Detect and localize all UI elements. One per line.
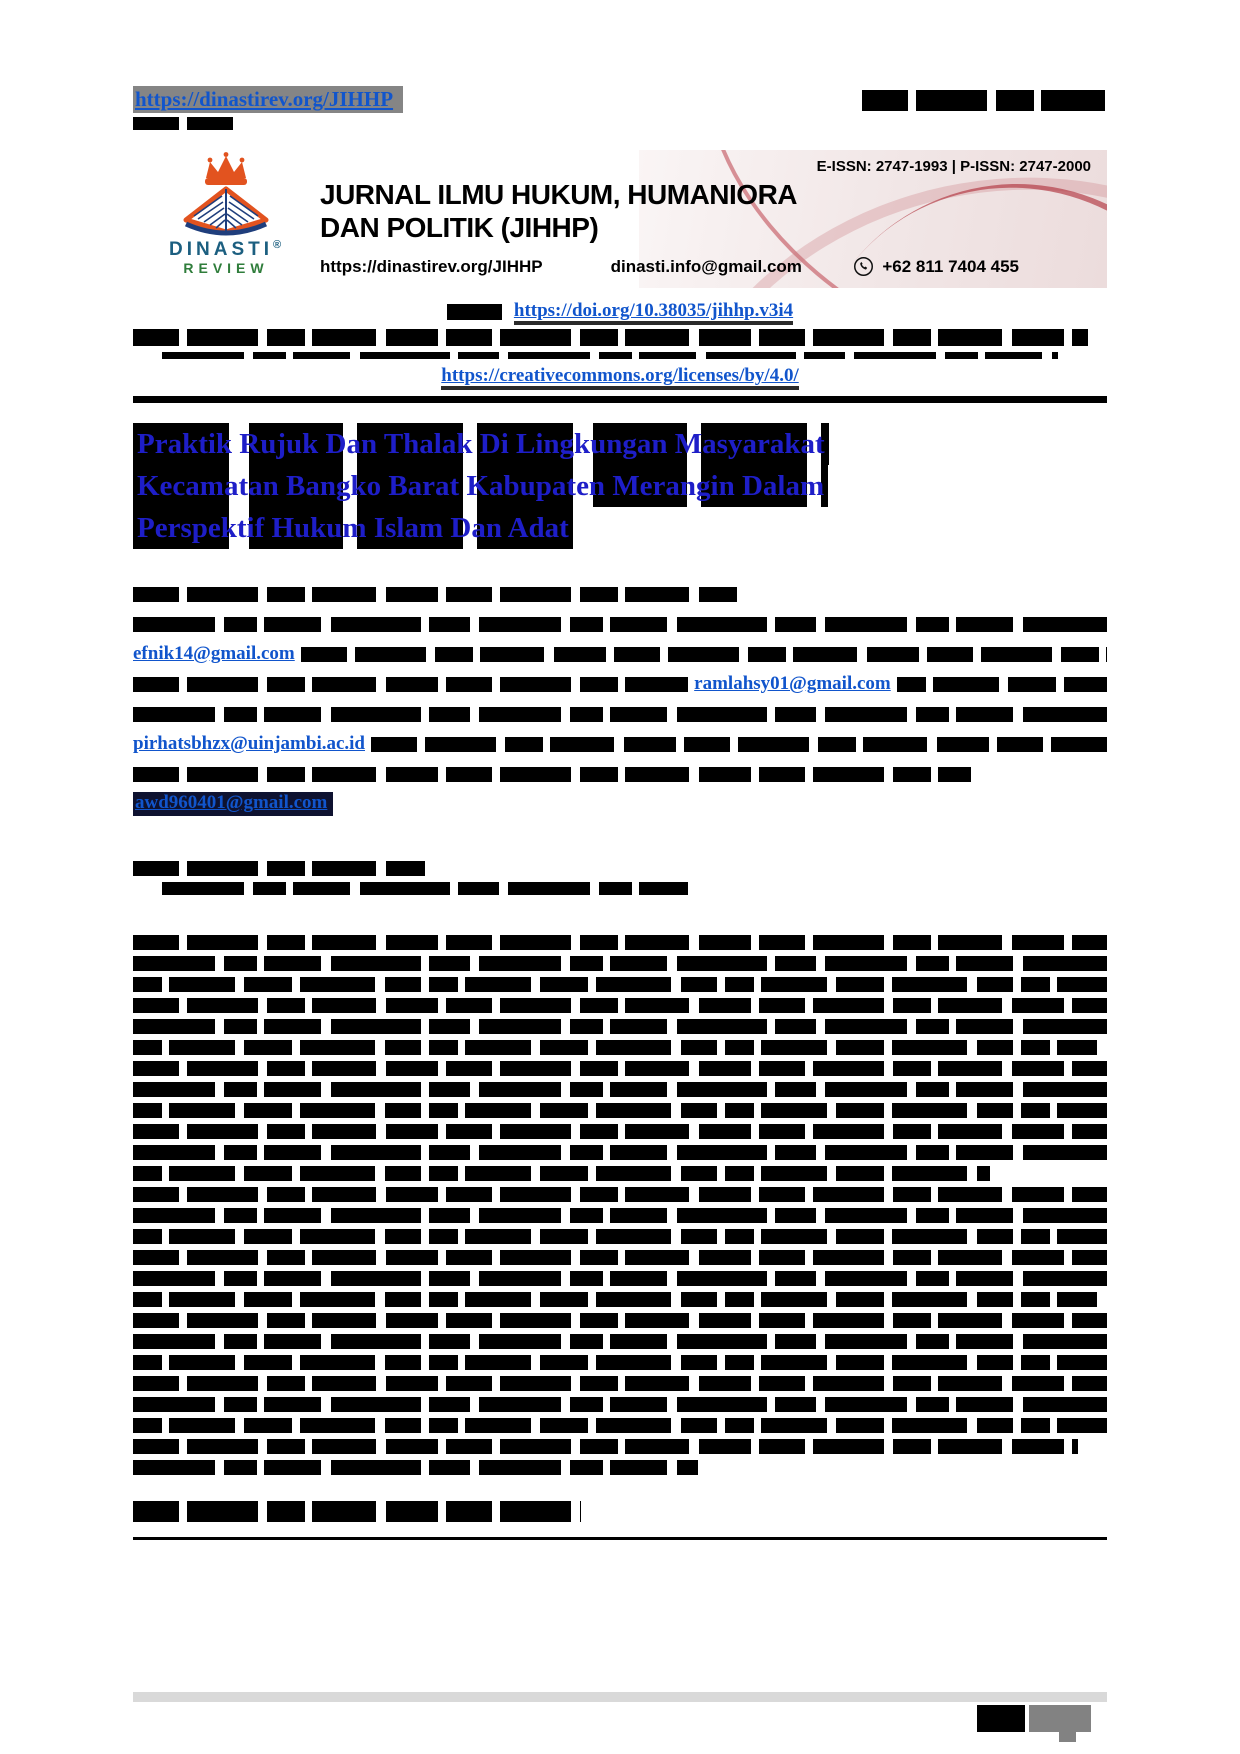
page-label-redacted (1029, 1705, 1091, 1732)
redacted-text-line (133, 861, 425, 876)
journal-masthead (133, 150, 1107, 290)
redacted-text-line (133, 1061, 1107, 1076)
redacted-text-line (133, 1334, 1107, 1349)
abstract-body-redacted (133, 935, 1107, 1475)
redacted-text-line (371, 737, 1107, 752)
logo-wordmark-dinasti: DINASTI® (169, 239, 286, 260)
redacted-text-line (133, 956, 1107, 971)
redacted-text-line (133, 1355, 1107, 1370)
redacted-text-line (133, 1460, 698, 1475)
masthead-phone (853, 256, 1019, 277)
journal-title (320, 178, 797, 244)
masthead-website: https://dinastirev.org/JIHHP (320, 256, 543, 276)
author-line (133, 729, 1107, 759)
dinasti-review-logo (169, 152, 286, 276)
author-line (133, 759, 1107, 789)
redacted-text-line (133, 117, 233, 130)
redacted-text-line (133, 1418, 1107, 1433)
author-line (133, 669, 1107, 699)
redacted-text-line (133, 935, 1107, 950)
received-revised-publish-redacted (133, 329, 1107, 359)
masthead-contact-row (320, 256, 1107, 277)
redacted-text-line (133, 977, 1107, 992)
redacted-text-line (133, 1019, 1107, 1034)
journal-title-line2: DAN POLITIK (JIHHP) (320, 212, 599, 243)
footer-rule (133, 1692, 1107, 1702)
redacted-text-line (897, 677, 1107, 692)
redacted-text-line (862, 90, 1107, 111)
page-number-block (133, 1705, 1091, 1745)
redacted-text-line (133, 1082, 1107, 1097)
redacted-text-line (133, 1313, 1107, 1328)
redacted-text-line (301, 647, 1107, 662)
page-content (133, 0, 1107, 1745)
redacted-text-line (133, 1397, 1107, 1412)
top-bar-left (133, 86, 403, 136)
author-email-link[interactable]: pirhatsbhzx@uinjambi.ac.id (133, 733, 365, 754)
redacted-text-line (133, 1250, 1107, 1265)
redacted-text-line (133, 1208, 1107, 1223)
corresponding-author-footnote-redacted (133, 861, 1107, 895)
redacted-text-line (133, 587, 737, 602)
redacted-text-line (133, 677, 688, 692)
page-number-redacted (977, 1705, 1025, 1732)
redacted-text-line (133, 1376, 1107, 1391)
doi-row (133, 300, 1107, 322)
article-title (133, 423, 1107, 549)
redacted-text-line (133, 1439, 1078, 1454)
author-email-link[interactable]: ramlahsy01@gmail.com (694, 673, 891, 694)
author-email-link[interactable]: efnik14@gmail.com (133, 643, 295, 664)
redacted-text-line (162, 882, 688, 895)
article-title-line2: Kecamatan Bangko Barat Kabupaten Merangin Dalam (133, 465, 828, 507)
redacted-text-line (133, 617, 1107, 632)
redacted-text-line (133, 707, 1107, 722)
creative-commons-link[interactable]: https://creativecommons.org/licenses/by/4.0/ (441, 365, 798, 390)
author-line (133, 789, 1107, 819)
author-block (133, 579, 1107, 819)
doi-label-redacted (447, 304, 502, 320)
redacted-text-line (133, 1145, 1107, 1160)
redacted-text-line (133, 1124, 1107, 1139)
redacted-text-line (133, 1187, 1107, 1202)
doi-link[interactable]: https://doi.org/10.38035/jihhp.v3i4 (514, 300, 793, 325)
registered-mark: ® (273, 239, 286, 251)
author-line (133, 579, 1107, 609)
redacted-text-line (133, 1292, 1097, 1307)
section-heading-block (133, 1501, 1107, 1540)
redacted-text-line (133, 1040, 1097, 1055)
author-line (133, 699, 1107, 729)
journal-title-line1: JURNAL ILMU HUKUM, HUMANIORA (320, 179, 798, 210)
header-divider-rule (133, 396, 1107, 403)
redacted-text-line (133, 1229, 1107, 1244)
redacted-text-line (162, 352, 1058, 359)
license-row (133, 365, 1107, 387)
issn-line: E-ISSN: 2747-1993 | P-ISSN: 2747-2000 (816, 158, 1091, 175)
article-title-line1: Praktik Rujuk Dan Thalak Di Lingkungan Masyarakat (133, 423, 829, 465)
redacted-text-line (133, 1501, 581, 1522)
redacted-text-line (133, 998, 1107, 1013)
volume-issue-redacted (862, 86, 1107, 117)
masthead-phone-number: +62 811 7404 455 (882, 256, 1019, 276)
logo-wordmark-review: REVIEW (183, 260, 269, 276)
masthead-email: dinasti.info@gmail.com (610, 256, 802, 276)
author-email-link[interactable]: awd960401@gmail.com (133, 792, 333, 816)
author-line (133, 639, 1107, 669)
redacted-text-line (133, 329, 1088, 346)
top-bar (133, 0, 1107, 136)
redacted-text-line (133, 1166, 990, 1181)
article-title-line3: Perspektif Hukum Islam Dan Adat (133, 507, 573, 549)
whatsapp-phone-icon (853, 256, 874, 277)
redacted-text-line (133, 767, 971, 782)
author-line (133, 609, 1107, 639)
section-heading-redacted (133, 1501, 1107, 1522)
open-book-crown-icon (174, 152, 278, 236)
redacted-text-line (133, 1271, 1107, 1286)
journal-site-link[interactable]: https://dinastirev.org/JIHHP (133, 86, 403, 113)
redacted-text-line (133, 1103, 1107, 1118)
redacted-header-line (133, 117, 403, 130)
